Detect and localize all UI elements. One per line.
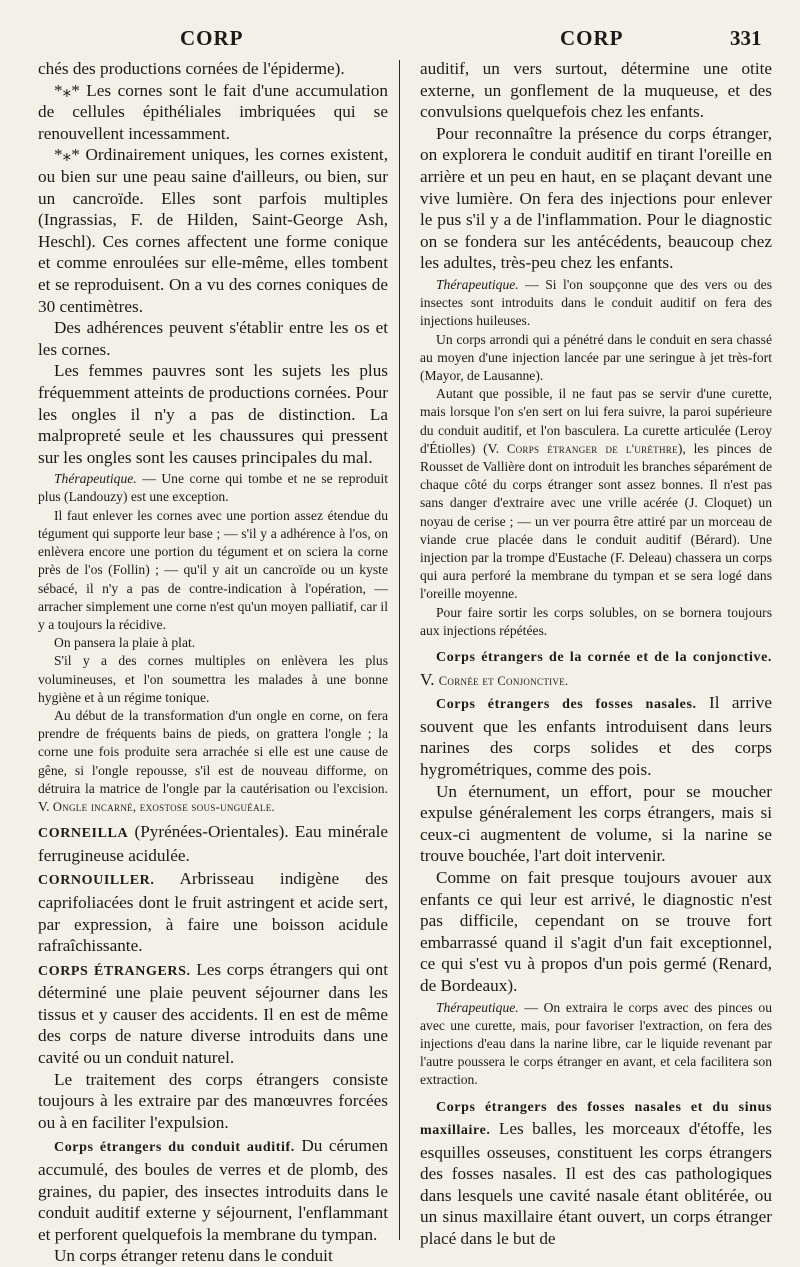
paragraph-text: chés des productions cornées de l'épiderme). bbox=[38, 59, 345, 78]
paragraph bbox=[38, 470, 388, 506]
paragraph-text: Arbrisseau indigène des caprifoliacées dont le fruit astringent et acide sert, par expression, à faire une boisson acidule rafraîchissante. bbox=[38, 869, 388, 956]
cross-reference: Corps étranger de l'urèthre bbox=[506, 441, 678, 456]
paragraph bbox=[420, 331, 772, 386]
paragraph-text: Le traitement des corps étrangers consiste toujours à les extraire par des manœuvres forcées ou à en faciliter l'expulsion. bbox=[38, 1069, 388, 1132]
paragraph bbox=[38, 959, 388, 1069]
paragraph bbox=[38, 634, 388, 652]
page-number: 331 bbox=[730, 26, 762, 50]
header-left-title: CORP bbox=[180, 26, 244, 50]
paragraph bbox=[38, 507, 388, 634]
column-divider bbox=[399, 60, 400, 1240]
paragraph-text: Un éternument, un effort, pour se moucher expulse généralement les corps étrangers, mais si ceux-ci augmentent de volume, si la narine se trouve bouchée, l'art doit intervenir. bbox=[420, 781, 772, 866]
paragraph bbox=[420, 58, 772, 123]
paragraph-text: Un corps étranger retenu dans le conduit bbox=[54, 1246, 333, 1266]
paragraph bbox=[38, 144, 388, 317]
entry-term: Corps étrangers de la cornée et de la conjonctive. bbox=[436, 650, 772, 665]
paragraph bbox=[38, 821, 388, 866]
paragraph-text: Comme on fait presque toujours avouer aux enfants ce qui leur est arrivé, le diagnostic n'est pas difficile, cependant on se trouve fort embarrassé quand il s'agit d'un fait exceptionnel, ce qui s'est vu à propos d'un pois germé (Renard, de Bordeaux). bbox=[420, 867, 772, 995]
paragraph-text: Pour reconnaître la présence du corps étranger, on explorera le conduit auditif en tirant l'oreille en arrière et un peu en haut, en se plaçant devant une vive lumière. On fera des injections pour enlever le pus s'il y a de l'inflammation. Pour le diagnostic on se fondera sur les antécédents, beaucoup chez les adultes, très-peu chez les enfants. bbox=[420, 123, 772, 273]
header-right-title: CORP bbox=[560, 26, 624, 50]
paragraph bbox=[38, 1069, 388, 1134]
paragraph bbox=[420, 692, 772, 780]
paragraph-text: — Une corne qui tombe et ne se reproduit plus (Landouzy) est une exception. bbox=[38, 471, 388, 505]
entry-term: CORPS ÉTRANGERS. bbox=[38, 963, 191, 979]
right-column bbox=[420, 58, 772, 1250]
paragraph bbox=[420, 781, 772, 867]
paragraph bbox=[38, 1245, 388, 1267]
paragraph-text: — On extraira le corps avec des pinces ou avec une curette, mais, pour favoriser l'extraction, on fera des injections d'eau dans la narine libre, car le liquide revenant par l'autre poussera le corps étranger en avant, et cela facilitera son extraction. bbox=[420, 999, 772, 1088]
paragraph-text: Pour faire sortir les corps solubles, on se bornera toujours aux injections répétées. bbox=[420, 604, 772, 638]
paragraph-text: Au début de la transformation d'un ongle en corne, on fera prendre de fréquents bains de pieds, on grattera l'ongle ; la corne une fois produite sera arrachée si elle est une cause de gêne, si l'ongle repousse, s'il est de nouveau difforme, on détruira la matrice de l'ongle par la cautérisation ou l'excision. V. bbox=[38, 707, 388, 814]
paragraph bbox=[38, 1135, 388, 1245]
paragraph bbox=[420, 385, 772, 603]
paragraph bbox=[420, 1095, 772, 1250]
paragraph-text: Du cérumen accumulé, des boules de verres et de plomb, des graines, du papier, des insectes introduits dans le conduit auditif externe y séjournent, l'enflammant et perforent quelquefois la membrane du tympan. bbox=[38, 1136, 388, 1244]
paragraph bbox=[38, 80, 388, 145]
paragraph bbox=[38, 868, 388, 956]
cross-reference: Ongle incarné, exostose sous-unguéale. bbox=[52, 799, 275, 814]
paragraph bbox=[420, 604, 772, 640]
entry-term: CORNEILLA bbox=[38, 826, 129, 842]
paragraph-text: (Pyrénées-Orientales). Eau minérale ferrugineuse acidulée. bbox=[38, 822, 388, 865]
running-header bbox=[0, 22, 800, 52]
paragraph bbox=[420, 999, 772, 1090]
paragraph bbox=[420, 867, 772, 997]
paragraph-text: *⁎* Les cornes sont le fait d'une accumulation de cellules épithéliales imbriquées qui se renouvellent incessamment. bbox=[38, 80, 388, 143]
cross-reference: Cornée et Conjonctive. bbox=[438, 673, 569, 688]
section-lead: Thérapeutique. bbox=[436, 999, 519, 1015]
paragraph-text: auditif, un vers surtout, détermine une otite externe, un gonflement de la muqueuse, et des convulsions quelquefois chez les enfants. bbox=[420, 59, 772, 122]
paragraph-text: Les corps étrangers qui ont déterminé une plaie peuvent séjourner dans les tissus et y causer des accidents. Il en est de même des corps de nature diverse introduits dans une cavité ou un conduit naturel. bbox=[38, 959, 388, 1068]
paragraph bbox=[38, 317, 388, 360]
entry-term: Corps étrangers des fosses nasales. bbox=[436, 697, 697, 713]
paragraph-text: V. bbox=[420, 669, 439, 689]
paragraph-text: On pansera la plaie à plat. bbox=[54, 635, 196, 651]
paragraph bbox=[420, 123, 772, 274]
paragraph-text: Les femmes pauvres sont les sujets les plus fréquemment atteints de productions cornées. Pour les ongles il n'y a pas de distinction. La malpropreté seule et les chaussures qui pressent sur les ongles sont les causes principales du mal. bbox=[38, 361, 388, 467]
paragraph-text: ), les pinces de Rousset de Vallière dont on introduit les branches séparément de chaque côté du corps étranger sont assez bonnes. Il n'est pas sans danger d'extraire avec une vrille acérée (J. Cloquet) un noyau de cerise ; — un ver pourra être attiré par un morceau de viande crue placée dans le conduit auditif (Bérard). Une injection par la trompe d'Eustache (F. Deleau) chassera un corps qui aura perforé la membrane du tympan et se sera logé dans l'oreille moyenne. bbox=[420, 440, 772, 602]
entry-term: Corps étrangers du conduit auditif. bbox=[54, 1140, 295, 1156]
paragraph-text: S'il y a des cornes multiples on enlèvera les plus volumineuses, et l'on soumettra les malades à une bonne hygiène et à un régime tonique. bbox=[38, 653, 388, 705]
entry-term: CORNOUILLER. bbox=[38, 873, 155, 889]
paragraph bbox=[38, 360, 388, 468]
paragraph bbox=[38, 652, 388, 707]
paragraph-text: Un corps arrondi qui a pénétré dans le conduit en sera chassé au moyen d'une injection lancée par une seringue à jet très-fort (Mayor, de Lausanne). bbox=[420, 331, 772, 383]
entry-term: Corps étrangers des fosses nasales et du sinus maxillaire. bbox=[420, 1099, 772, 1139]
paragraph-text: Des adhérences peuvent s'établir entre les os et les cornes. bbox=[38, 318, 388, 359]
paragraph bbox=[38, 707, 388, 816]
section-lead: Thérapeutique. bbox=[54, 471, 137, 487]
paragraph-text: — Si l'on soupçonne que des vers ou des insectes sont introduits dans le conduit auditif on fera des injections huileuses. bbox=[420, 276, 772, 329]
paragraph bbox=[420, 276, 772, 331]
section-lead: Thérapeutique. bbox=[436, 276, 519, 292]
paragraph-text: Il faut enlever les cornes avec une portion assez étendue du tégument qui supporte leur base ; — s'il y a adhérence à l'os, on enlèvera encore une portion du tégument et on sciera la corne près de l'os (Follin) ; — qu'il y ait un cancroïde ou un kyste sébacé, il n'y a pas de contre-indication à l'opération, — arracher simplement une corne n'est qu'un moyen palliatif, car il y a toujours la récidive. bbox=[38, 507, 388, 632]
left-column bbox=[38, 58, 388, 1267]
paragraph-text: Il arrive souvent que les enfants introduisent dans leurs narines des corps solides et des corps hygrométriques, comme des pois. bbox=[420, 693, 772, 779]
paragraph bbox=[38, 58, 388, 80]
paragraph-text: Les balles, les morceaux d'étoffe, les esquilles osseuses, constituent les corps étrangers des fosses nasales. Il est des cas pathologiques dans lesquels une cavité nasale étant oblitérée, ou un sinus maxillaire étant ouvert, un corps étranger placé dans le but de bbox=[420, 1119, 772, 1249]
paragraph-text: *⁎* Ordinairement uniques, les cornes existent, ou bien sur une peau saine d'ailleurs, ou bien, sur un cancroïde. Elles sont parfois multiples (Ingrassias, F. de Hilden, Saint-George Ash, Heschl). Ces cornes affectent une forme conique et comme enroulées sur elle-même, elles tombent et se reproduisent. On a vu des cornes coniques de 30 centimètres. bbox=[38, 145, 388, 316]
paragraph bbox=[420, 645, 772, 692]
paragraph-text: Autant que possible, il ne faut pas se servir d'une curette, mais lorsque l'on s'en sert on lui fera suivre, la paroi supérieure du conduit auditif, et l'on basculera. La curette articulée (Leroy d'Étiolles) (V. bbox=[420, 386, 772, 456]
